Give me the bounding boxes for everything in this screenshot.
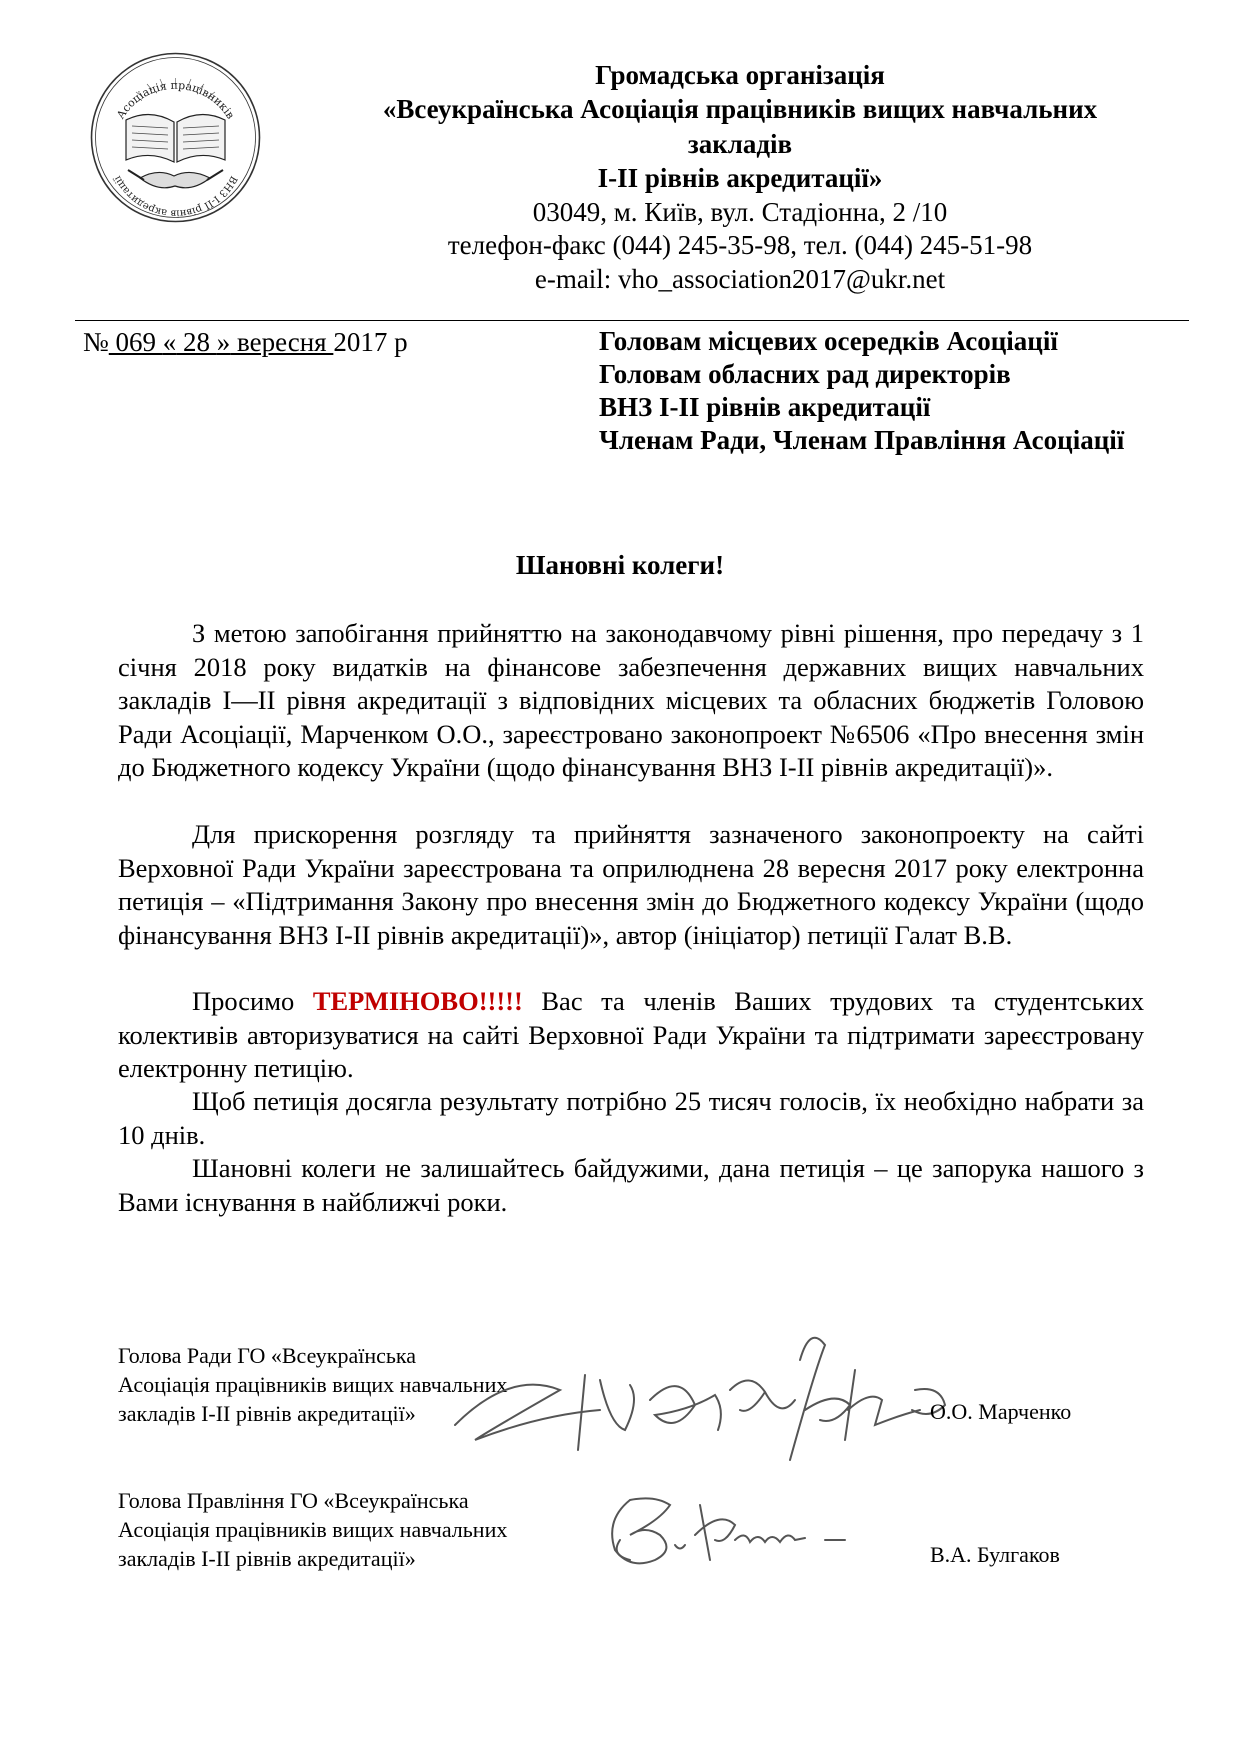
paragraph-text: Щоб петиція досягла результату потрібно 25 тисяч голосів, їх необхідно набрати за 10 днів. xyxy=(118,1086,1144,1150)
handwritten-signature-2 xyxy=(600,1490,900,1580)
letter-month: вересня xyxy=(230,327,334,357)
signatory-title-1 xyxy=(118,1341,507,1428)
signatory-name-1: О.О. Марченко xyxy=(930,1399,1072,1424)
org-name-line1: «Всеукраїнська Асоціація працівників вищих навчальних xyxy=(382,94,1098,124)
letter-greeting: Шановні колеги! xyxy=(515,550,725,580)
signatory-title-2 xyxy=(118,1486,507,1573)
body-paragraph-4 xyxy=(118,1085,1144,1152)
body-paragraph-1 xyxy=(118,617,1144,785)
org-address: 03049, м. Київ, вул. Стадіонна, 2 /10 xyxy=(532,197,948,227)
addressee-line: ВНЗ I-II рівнів акредитації xyxy=(599,392,931,422)
letter-day: 28 xyxy=(176,327,217,357)
addressee-line: Головам місцевих осередків Асоціації xyxy=(599,326,1058,356)
svg-text:Асоціація працівників: Асоціація працівників xyxy=(113,78,238,122)
paragraph-text: Шановні колеги не залишайтесь байдужими, дана петиція – це запорука нашого з Вами існування в найближчі роки. xyxy=(118,1153,1144,1217)
org-name-line3: I-II рівнів акредитації» xyxy=(597,163,883,193)
org-name-line2: закладів xyxy=(687,129,793,159)
signatory-title-line: Асоціація працівників вищих навчальних xyxy=(118,1372,508,1397)
date-open-quote: « xyxy=(162,327,177,357)
handwritten-signature-1 xyxy=(450,1330,970,1480)
paragraph-text: Просимо xyxy=(192,986,313,1016)
letter-number: 069 xyxy=(108,327,163,357)
org-type: Громадська організація xyxy=(595,60,885,90)
body-paragraph-2 xyxy=(118,818,1144,952)
signatory-title-line: Голова Ради ГО «Всеукраїнська xyxy=(118,1343,417,1368)
org-phones: телефон-факс (044) 245-35-98, тел. (044) 245-51-98 xyxy=(447,230,1033,260)
signatory-title-line: Асоціація працівників вищих навчальних xyxy=(118,1517,508,1542)
number-sign: № xyxy=(83,327,109,357)
date-close-quote: » xyxy=(216,327,231,357)
letter-reference xyxy=(83,327,408,358)
addressee-line: Головам обласних рад директорів xyxy=(599,359,1011,389)
org-email: e-mail: vho_association2017@ukr.net xyxy=(534,264,946,294)
letter-year: 2017 р xyxy=(333,327,408,357)
body-paragraph-5 xyxy=(118,1152,1144,1219)
paragraph-text: Вас та членів Ваших трудових та студентських колективів авторизуватися на сайті Верховної Ради України та підтримати зареєстровану електронну петицію. xyxy=(118,986,1144,1083)
seal-emblem-icon xyxy=(88,50,263,225)
paragraph-text: Для прискорення розгляду та прийняття зазначеного законопроекту на сайті Верховної Ради України зареєстрована та оприлюднена 28 вересня 2017 року електронна петиція – «Підтримання Закону про внесення змін до Бюджетного кодексу України (щодо фінансування ВНЗ I-II рівнів акредитації)», автор (ініціатор) петиції Галат В.В. xyxy=(118,819,1144,950)
letterhead-divider xyxy=(75,320,1189,321)
signatory-title-line: Голова Правління ГО «Всеукраїнська xyxy=(118,1488,469,1513)
signatory-title-line: закладів I-II рівнів акредитації» xyxy=(118,1401,416,1426)
urgent-emphasis: ТЕРМІНОВО!!!!! xyxy=(312,986,523,1016)
signatory-title-line: закладів I-II рівнів акредитації» xyxy=(118,1546,416,1571)
paragraph-text: З метою запобігання прийняттю на законодавчому рівні рішення, про передачу з 1 січня 2018 року видатків на фінансове забезпечення державних вищих навчальних закладів I—II рівня акредитації з відповідних місцевих та обласних бюджетів Головою Ради Асоціації, Марченком О.О., зареєстровано законопроект №6506 «Про внесення змін до Бюджетного кодексу України (щодо фінансування ВНЗ I-II рівнів акредитації)». xyxy=(118,618,1144,782)
svg-text:ВНЗ I-II рівнів акредитації: ВНЗ I-II рівнів акредитації xyxy=(112,173,239,219)
body-paragraph-3 xyxy=(118,985,1144,1086)
signatory-name-2: В.А. Булгаков xyxy=(930,1542,1060,1567)
association-seal xyxy=(88,50,263,225)
addressee-line: Членам Ради, Членам Правління Асоціації xyxy=(599,425,1125,455)
